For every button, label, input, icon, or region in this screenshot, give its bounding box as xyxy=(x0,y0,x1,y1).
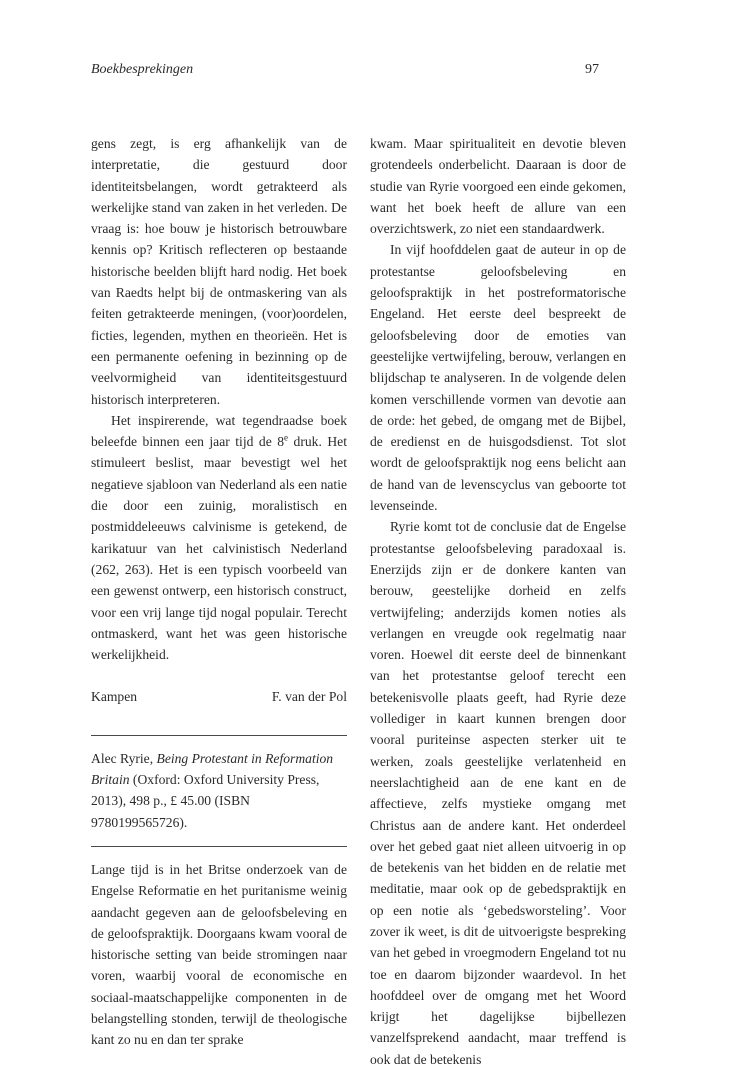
paragraph: kwam. Maar spiritualiteit en devotie bleven grotendeels onderbelicht. Daaraan is door de studie van Ryrie voorgoed een einde gekomen, want het boek heeft de allure van een overzichtswerk, zo niet een standaardwerk. xyxy=(370,136,626,237)
ordinal-superscript: e xyxy=(284,432,289,443)
paragraph xyxy=(91,410,347,666)
divider xyxy=(91,846,347,847)
paragraph-text: druk. Het stimuleert beslist, maar bevestigt wel het negatieve sjabloon van Nederland als een natie die door een zuinig, moralistisch en postmiddeleeuws calvinisme is getekend, de karikatuur van het calvinistisch Nederland (262, 263). Het is een typisch voorbeeld van een gewenst ontwerp, een historisch construct, voor een vrij lange tijd nogal populair. Terecht ontmaskerd, want het was geen historische werkelijkheid. xyxy=(91,434,347,663)
running-head xyxy=(91,62,599,78)
book-author: Alec Ryrie, xyxy=(91,750,157,766)
book-details: (Oxford: Oxford University Press, 2013), 498 p., £ 45.00 (ISBN 9780199565726). xyxy=(91,772,320,830)
right-column xyxy=(370,133,626,1070)
divider xyxy=(91,735,347,736)
page-number: 97 xyxy=(585,62,599,77)
paragraph: gens zegt, is erg afhankelijk van de interpretatie, die gestuurd door identiteitsbelangen, wordt getrakteerd als werkelijke stand van zaken in het verleden. De vraag is: hoe bouw je historisch betrouwbare kennis op? Kritisch reflecteren op bestaande historische beelden blijft hard nodig. Het boek van Raedts helpt bij de ontmaskering van als feiten getrakteerde meningen, (voor)oordelen, ficties, legenden, mythen en theorieën. Het is een permanente oefening in bezinning op de veelvormigheid van identiteitsgestuurd historisch interpreteren. xyxy=(91,136,347,407)
signature-place: Kampen xyxy=(91,689,138,705)
book-reference xyxy=(91,748,347,833)
section-title: Boekbesprekingen xyxy=(91,62,194,77)
review-signature xyxy=(91,686,347,707)
left-column xyxy=(91,133,347,1051)
signature-author: F. van der Pol xyxy=(271,689,347,705)
book-title: Being Protestant in Reformation Britain xyxy=(91,750,334,788)
paragraph: In vijf hoofddelen gaat de auteur in op de protestantse geloofsbeleving en geloofspraktijk in het postreformatorische Engeland. Het eerste deel bespreekt de geloofsbeleving door de emoties van geestelijke vertwijfeling, berouw, verlangen en blijdschap te analyseren. In de volgende delen komen verschillende vormen van devotie aan de orde: het gebed, de omgang met de Bijbel, de eredienst en de huisgodsdienst. Tot slot wordt de geloofspraktijk nog eens belicht aan de hand van de levenscyclus van geboorte tot levenseinde. xyxy=(370,242,626,514)
paragraph: Lange tijd is in het Britse onderzoek van de Engelse Reformatie en het puritanisme weinig aandacht gegeven aan de geloofsbeleving en de geloofspraktijk. Doorgaans kwam vooral de historische setting van beide stromingen naar voren, waarbij vooral de economische en sociaal-maatschappelijke componenten in de belangstelling stonden, terwijl de theologische kant zo nu en dan ter sprake xyxy=(91,861,347,1048)
paragraph-text: Het inspirerende, wat tegendraadse boek beleefde binnen een jaar tijd de 8 xyxy=(91,412,347,450)
paragraph: Ryrie komt tot de conclusie dat de Engelse protestantse geloofsbeleving paradoxaal is. Enerzijds zijn er de donkere kanten van berouw, geestelijke dorheid en zelfs vertwijfeling; anderzijds komen noties als verlangen en vreugde ook regelmatig naar voren. Hoewel dit eerste deel de binnenkant van het protestantse geloof terecht een betekenisvolle plaats geeft, had Ryrie deze vollediger in kaart kunnen brengen door vooral puriteinse aspecten sterker uit te werken, zoals geestelijke verlatenheid en neerslachtigheid aan de ene kant en de affectieve, zelfs mystieke omgang met Christus aan de andere kant. Het onderdeel over het gebed gaat niet alleen uitvoerig in op de betekenis van het bidden en de relatie met meditatie, maar ook op de gebedspraktijk en op een notie als ‘gebedsworsteling’. Voor zover ik weet, is dit de uitvoerigste bespreking van het gebed in vroegmodern Engeland tot nu toe en daarom bijzonder waardevol. In het hoofddeel over de omgang met het Woord krijgt het dagelijkse bijbellezen vanzelfsprekend aandacht, maar treffend is ook dat de betekenis xyxy=(370,519,626,1067)
